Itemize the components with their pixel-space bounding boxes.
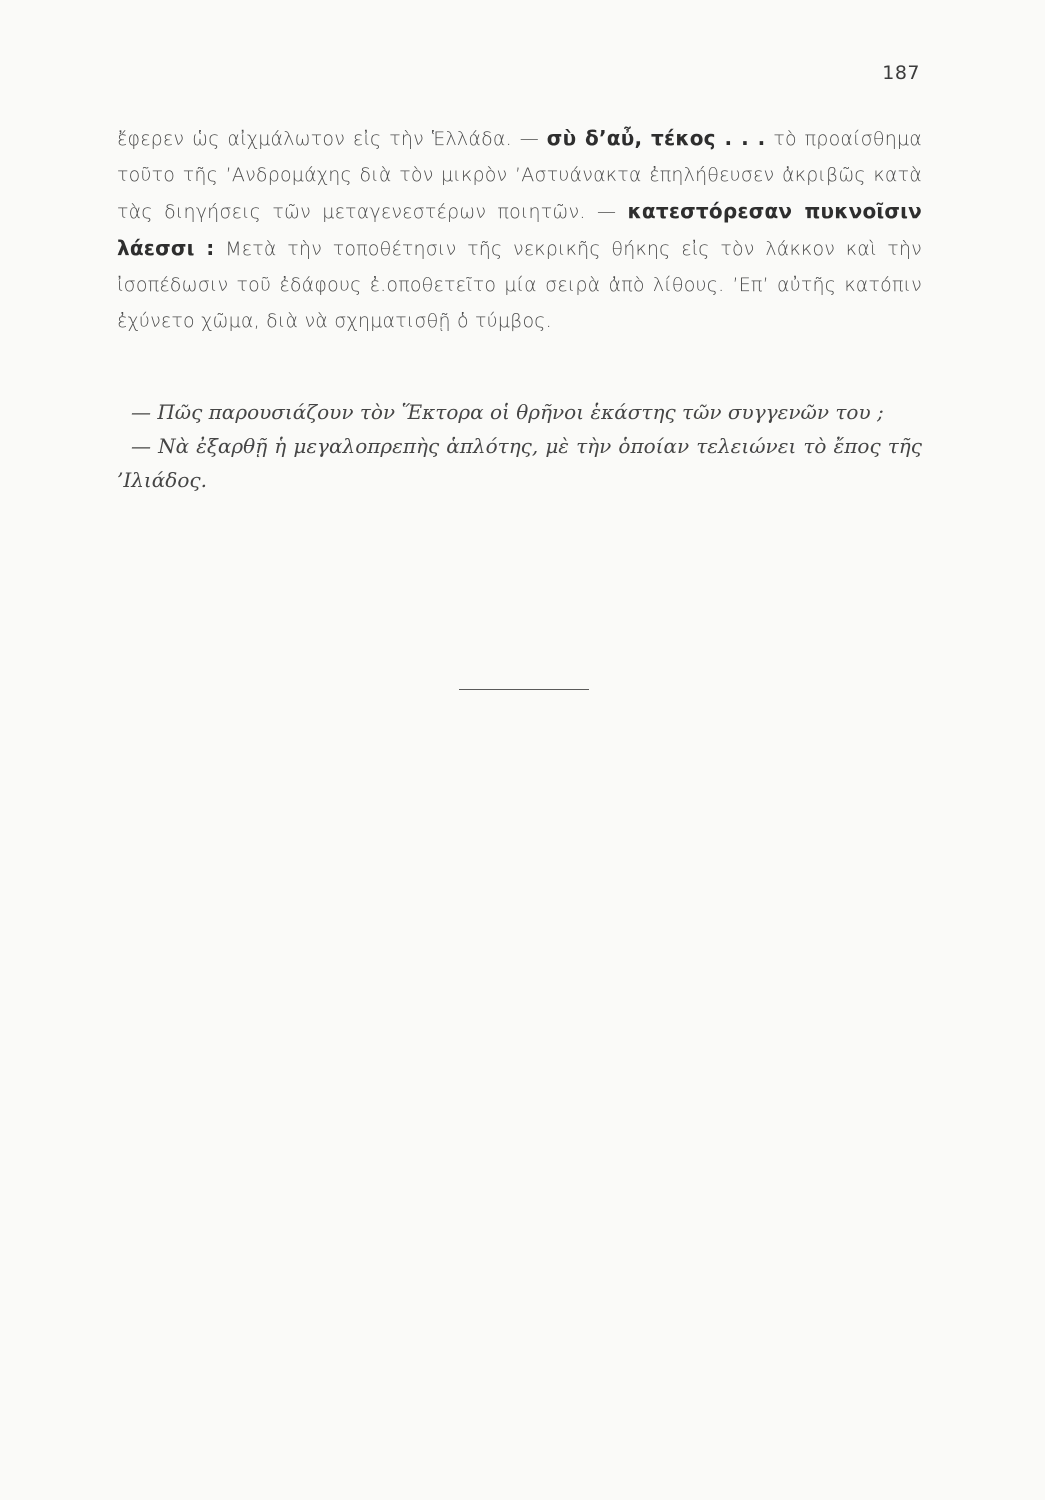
commentary-lemma: σὺ δ’αὖ, τέκος . . . — [546, 126, 766, 150]
section-divider — [459, 689, 589, 690]
commentary-paragraph — [117, 120, 922, 339]
commentary-text: Μετὰ τὴν τοποθέτησιν τῆς νεκρικῆς θήκης εἰς τὸν λάκκον καὶ τὴν ἰσοπέδωσιν τοῦ ἐδάφους ἐ.οποθετεῖτο μία σειρὰ ἀπὸ λίθους. ’Επ’ αὐτῆς κατόπιν ἐχύνετο χῶμα, διὰ νὰ σχηματισθῇ ὁ τύμβος. — [117, 238, 922, 332]
page-number: 187 — [882, 62, 920, 84]
commentary-lemma: κατεστόρεσαν πυκνοῖσιν λάεσσι : — [117, 199, 922, 260]
study-question: — Πῶς παρουσιάζουν τὸν Ἕκτορα οἱ θρῆνοι ἑκάστης τῶν συγγενῶν του ; — [131, 400, 884, 424]
study-questions — [117, 395, 922, 497]
commentary-text: τὸ προαίσθημα τοῦτο τῆς ’Ανδρομάχης διὰ τὸν μικρὸν ’Αστυάνακτα ἐπηλήθευσεν ἀκριβῶς κατὰ τὰς διηγήσεις τῶν μεταγενεστέρων ποιητῶν. — — [117, 128, 922, 223]
study-question: — Νὰ ἐξαρθῇ ἡ μεγαλοπρεπὴς ἁπλότης, μὲ τὴν ὁποίαν τελειώνει τὸ ἔπος τῆς ’Ιλιάδος. — [117, 434, 922, 492]
commentary-text: ἔφερεν ὡς αἰχμάλωτον εἰς τὴν Ἑλλάδα. — — [117, 128, 547, 150]
